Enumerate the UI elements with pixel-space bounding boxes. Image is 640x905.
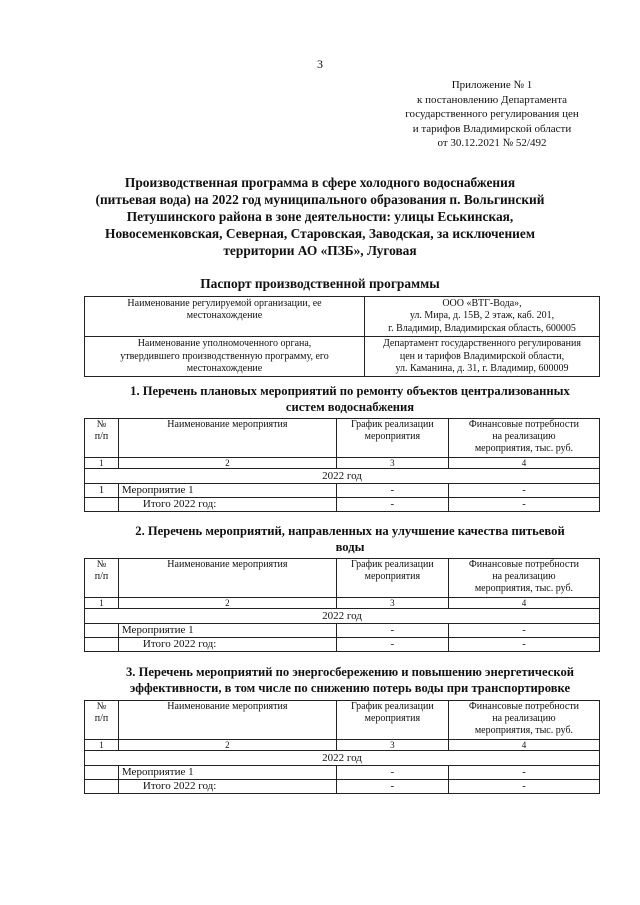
header-schedule	[336, 701, 448, 740]
passport-label-line: местонахождение	[186, 310, 263, 322]
section-3-table	[84, 700, 600, 794]
passport-value-cell	[365, 337, 600, 377]
row-num	[85, 638, 119, 652]
year-cell: 2022 год	[85, 609, 600, 624]
section-1-table	[84, 418, 600, 512]
appendix-line: государственного регулирования цен	[405, 108, 579, 120]
header-num-line: №	[96, 419, 107, 430]
table-total-row	[85, 498, 600, 512]
section-1-heading	[100, 383, 600, 415]
row-total-label: Итого 2022 год:	[118, 638, 336, 652]
header-finance	[448, 419, 599, 458]
table-index-row	[85, 740, 600, 751]
header-schedule-line: График реализации	[351, 559, 434, 570]
row-num: 1	[85, 484, 119, 498]
row-schedule: -	[336, 780, 448, 794]
document-title	[88, 174, 552, 259]
row-finance: -	[448, 638, 599, 652]
row-total-label: Итого 2022 год:	[118, 498, 336, 512]
table-index-row	[85, 458, 600, 469]
passport-value-cell	[365, 297, 600, 337]
section-2-heading	[100, 523, 600, 555]
passport-value-line: ООО «ВТГ-Вода»,	[442, 298, 522, 309]
table-year-row	[85, 469, 600, 484]
header-schedule-line: мероприятия	[364, 713, 421, 724]
heading-line: 3. Перечень мероприятий по энергосбережению и повышению энергетической	[126, 665, 574, 679]
index-cell: 3	[336, 458, 448, 469]
row-finance: -	[448, 780, 599, 794]
row-num	[85, 624, 119, 638]
header-num-line: п/п	[94, 713, 109, 724]
passport-title: Паспорт производственной программы	[200, 276, 440, 291]
passport-value-line: ул. Мира, д. 15В, 2 этаж, каб. 201,	[409, 310, 555, 322]
index-cell: 4	[448, 740, 599, 751]
table-header-row	[85, 419, 600, 458]
passport-value-line: ул. Каманина, д. 31, г. Владимир, 600009	[395, 363, 569, 375]
row-num	[85, 498, 119, 512]
row-num	[85, 780, 119, 794]
appendix-block	[382, 78, 602, 151]
header-num	[85, 559, 119, 598]
table-year-row	[85, 751, 600, 766]
header-name: Наименование мероприятия	[118, 701, 336, 740]
heading-line: систем водоснабжения	[285, 400, 415, 414]
table-row	[85, 484, 600, 498]
index-cell: 2	[118, 458, 336, 469]
header-num-line: п/п	[94, 431, 109, 442]
table-row	[85, 624, 600, 638]
appendix-line: Приложение № 1	[451, 79, 533, 91]
header-finance-line: Финансовые потребности	[468, 419, 580, 430]
section-2-table	[84, 558, 600, 652]
header-name: Наименование мероприятия	[118, 559, 336, 598]
header-finance-line: на реализацию	[492, 431, 556, 442]
row-schedule: -	[336, 498, 448, 512]
header-schedule-line: График реализации	[351, 701, 434, 712]
heading-line: 2. Перечень мероприятий, направленных на улучшение качества питьевой	[135, 524, 565, 538]
passport-label-line: местонахождение	[186, 363, 263, 375]
header-finance-line: на реализацию	[492, 713, 556, 724]
row-schedule: -	[336, 484, 448, 498]
header-num	[85, 701, 119, 740]
year-cell: 2022 год	[85, 469, 600, 484]
header-finance	[448, 559, 599, 598]
header-schedule-line: мероприятия	[364, 571, 421, 582]
header-num	[85, 419, 119, 458]
row-total-label: Итого 2022 год:	[118, 780, 336, 794]
index-cell: 2	[118, 740, 336, 751]
index-cell: 2	[118, 598, 336, 609]
header-finance-line: мероприятия, тыс. руб.	[474, 583, 574, 594]
header-schedule-line: мероприятия	[364, 431, 421, 442]
row-schedule: -	[336, 624, 448, 638]
row-finance: -	[448, 766, 599, 780]
index-cell: 1	[85, 598, 119, 609]
header-schedule-line: График реализации	[351, 419, 434, 430]
row-schedule: -	[336, 638, 448, 652]
table-row	[85, 766, 600, 780]
table-index-row	[85, 598, 600, 609]
header-num-line: п/п	[94, 571, 109, 582]
title-line: (питьевая вода) на 2022 год муниципального образования п. Вольгинский	[95, 192, 545, 207]
heading-line: эффективности, в том числе по снижению потерь воды при транспортировке	[129, 681, 571, 695]
year-cell: 2022 год	[85, 751, 600, 766]
header-schedule	[336, 559, 448, 598]
appendix-line: и тарифов Владимирской области	[412, 122, 572, 135]
table-header-row	[85, 559, 600, 598]
table-year-row	[85, 609, 600, 624]
row-num	[85, 766, 119, 780]
header-finance	[448, 701, 599, 740]
appendix-line: к постановлению Департамента	[416, 93, 568, 106]
index-cell: 4	[448, 458, 599, 469]
index-cell: 1	[85, 740, 119, 751]
table-total-row	[85, 638, 600, 652]
row-finance: -	[448, 624, 599, 638]
header-finance-line: Финансовые потребности	[468, 559, 580, 570]
title-line: Производственная программа в сфере холодного водоснабжения	[124, 175, 516, 190]
row-finance: -	[448, 484, 599, 498]
page-number: 3	[317, 57, 323, 71]
passport-value-line: цен и тарифов Владимирской области,	[399, 350, 565, 362]
table-header-row	[85, 701, 600, 740]
title-line: Петушинского района в зоне деятельности: улицы Еськинская,	[126, 209, 514, 224]
passport-row	[85, 297, 600, 337]
passport-label-line: Наименование регулируемой организации, ее	[127, 298, 322, 309]
header-finance-line: мероприятия, тыс. руб.	[474, 725, 574, 736]
header-finance-line: на реализацию	[492, 571, 556, 582]
header-num-line: №	[96, 701, 107, 712]
heading-line: воды	[335, 540, 365, 554]
passport-row	[85, 337, 600, 377]
heading-line: 1. Перечень плановых мероприятий по ремонту объектов централизованных	[130, 384, 570, 398]
passport-table	[84, 296, 600, 377]
row-name: Мероприятие 1	[118, 624, 336, 638]
header-num-line: №	[96, 559, 107, 570]
row-schedule: -	[336, 766, 448, 780]
title-line: территории АО «ПЗБ», Луговая	[223, 243, 417, 258]
appendix-line: от 30.12.2021 № 52/492	[437, 137, 547, 149]
header-finance-line: мероприятия, тыс. руб.	[474, 443, 574, 454]
table-total-row	[85, 780, 600, 794]
passport-label-line: утвердившего производственную программу, его	[120, 350, 329, 362]
passport-value-line: Департамент государственного регулирования	[382, 338, 581, 350]
index-cell: 1	[85, 458, 119, 469]
header-finance-line: Финансовые потребности	[468, 701, 580, 712]
passport-label-line: Наименование уполномоченного органа,	[137, 338, 312, 350]
index-cell: 4	[448, 598, 599, 609]
row-finance: -	[448, 498, 599, 512]
passport-label-cell	[85, 297, 365, 337]
row-name: Мероприятие 1	[118, 484, 336, 498]
row-name: Мероприятие 1	[118, 766, 336, 780]
header-schedule	[336, 419, 448, 458]
passport-value-line: г. Владимир, Владимирская область, 600005	[388, 322, 576, 334]
section-3-heading	[100, 664, 600, 696]
header-name: Наименование мероприятия	[118, 419, 336, 458]
title-line: Новосеменковская, Северная, Старовская, Заводская, за исключением	[105, 226, 535, 241]
passport-label-cell	[85, 337, 365, 377]
index-cell: 3	[336, 598, 448, 609]
index-cell: 3	[336, 740, 448, 751]
